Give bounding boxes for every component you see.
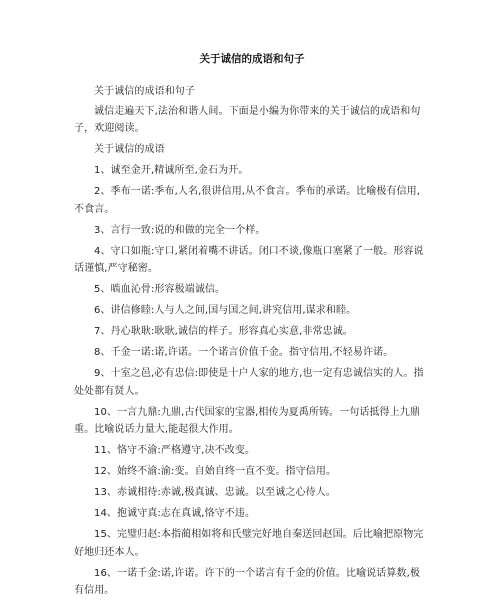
list-item: 2、季布一诺:季布,人名,很讲信用,从不食言。季布的承诺。比喻极有信用,不食言。	[74, 186, 421, 215]
paragraph-heading: 关于诚信的成语和句子	[94, 86, 195, 97]
list-item: 10、一言九鼎:九鼎,古代国家的宝器,相传为夏禹所铸。一句话抵得上九鼎重。比喻说话力量大,能起很大作用。	[74, 406, 420, 435]
list-item: 9、十室之邑,必有忠信:即使是十户人家的地方,也一定有忠诚信实的人。指处处都有贤人。	[74, 368, 424, 397]
list-item: 11、恪守不渝:严格遵守,决不改变。	[94, 445, 256, 456]
list-item: 16、一诺千金:诺,许诺。许下的一个诺言有千金的价值。比喻说话算数,极有信用。	[74, 567, 420, 596]
document-title: 关于诚信的成语和句子	[199, 53, 305, 65]
paragraph-section-heading: 关于诚信的成语	[94, 144, 165, 155]
list-item: 1、诚至金开,精诚所至,金石为开。	[94, 165, 249, 176]
list-item: 3、言行一致:说的和做的完全一个样。	[94, 224, 266, 236]
list-item: 8、千金一诺:诺,许诺。一个诺言价值千金。指守信用,不轻易许诺。	[94, 347, 394, 358]
list-item: 4、守口如瓶:守口,紧闭着嘴不讲话。闭口不谈,像瓶口塞紧了一般。形容说话谨慎,严守秘密。	[74, 245, 424, 274]
list-item: 14、抱诚守真:志在真诚,恪守不违。	[94, 508, 256, 519]
list-item: 7、丹心耿耿:耿耿,诚信的样子。形容真心实意,非常忠诚。	[94, 326, 353, 337]
list-item: 15、完璧归赵:本指蔺相如将和氏璧完好地自秦送回赵国。后比喻把原物完好地归还本人。	[74, 529, 424, 558]
list-item: 13、赤诚相待:赤诚,极真诚、忠诚。以至诚之心待人。	[94, 487, 336, 498]
list-item: 12、始终不渝:渝:变。自始自终一直不变。指守信用。	[94, 466, 337, 477]
list-item: 5、啮血沁骨:形容极端诚信。	[94, 284, 226, 295]
list-item: 6、讲信修睦:人与人之间,国与国之间,讲究信用,谋求和睦。	[94, 305, 357, 316]
paragraph-intro: 诚信走遍天下,法治和谐人间。下面是小编为你带来的关于诚信的成语和句子，欢迎阅读。	[74, 105, 421, 134]
